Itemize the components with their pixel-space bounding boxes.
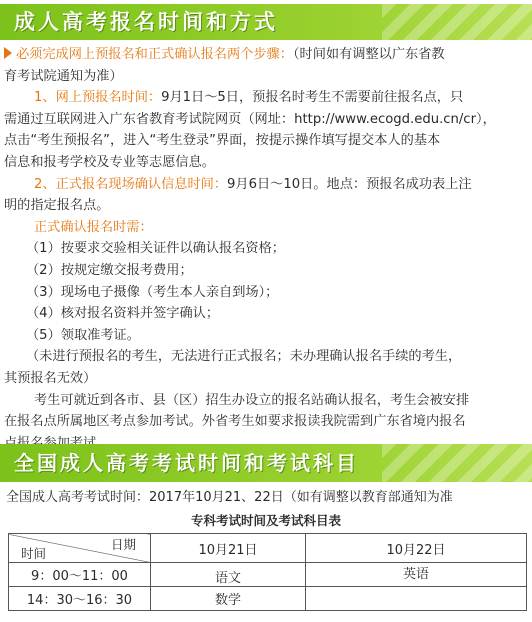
step1-text: 9月1日～5日，预报名时考生不需要前往报名点，只 <box>161 90 464 106</box>
banner-title: 全国成人高考考试时间和考试科目 <box>14 451 359 475</box>
time-cell: 14：30～16：30 <box>9 587 151 611</box>
step2-row <box>4 174 524 196</box>
table-header-row <box>9 534 527 563</box>
exam-time-line: 全国成人高考考试时间：2017年10月21、22日（如有调整以教育部通知为准 <box>6 490 453 505</box>
banner-stripe-decoration <box>382 4 532 40</box>
step1-heading: 1、网上预报名时间： <box>34 90 162 106</box>
header-time-label: 时间 <box>21 546 47 561</box>
step1-line4: 信息和报考学校及专业等志愿信息。 <box>4 154 215 170</box>
table-title: 专科考试时间及考试科目表 <box>190 513 341 528</box>
section-banner-exam <box>0 444 532 482</box>
note-line1: （未进行预报名的考生，无法进行正式报名；未办理确认报名手续的考生， <box>26 349 462 365</box>
intro-bold-text: 必须完成网上预报名和正式确认报名两个步骤： <box>16 47 293 62</box>
time-cell: 9：00～11：00 <box>9 563 151 587</box>
requirement-item: （5）领取准考证。 <box>26 327 140 343</box>
banner-stripe-decoration <box>382 444 532 482</box>
step1-line3: 点击“考生预报名”，进入“考生登录”界面，按提示操作填写提交本人的基本 <box>4 133 441 149</box>
table-row <box>9 587 527 611</box>
intro-row-2: 育考试院通知为准） <box>4 68 123 84</box>
subject-cell <box>306 587 527 611</box>
formal-requirements-heading: 正式确认报名时需： <box>34 219 153 235</box>
subject-cell: 数学 <box>151 587 306 611</box>
step2-line2: 明的指定报名点。 <box>4 198 110 214</box>
banner-title: 成人高考报名时间和方式 <box>14 10 278 34</box>
arrow-bullet-icon <box>4 47 12 59</box>
table-row <box>9 563 527 587</box>
local-line2: 在报名点所属地区考点参加考试。外省考生如要求报读我院需到广东省境内报名 <box>4 414 466 430</box>
intro-row <box>4 44 524 66</box>
step1-row <box>4 87 524 109</box>
step1-line2: 需通过互联网进入广东省教育考试院网页（网址：http://www.ecogd.edu.cn/cr）， <box>4 111 496 127</box>
step2-text: 9月6日～10日。地点：预报名成功表上注 <box>227 176 472 192</box>
step2-heading: 2、正式报名现场确认信息时间： <box>34 176 228 192</box>
local-line1: 考生可就近到各市、县（区）招生办设立的报名站确认报名，考生会被安排 <box>34 392 470 408</box>
subject-cell: 英语 <box>306 563 527 587</box>
subject-cell: 语文 <box>151 563 306 587</box>
intro-rest-text: （时间如有调整以广东省教 <box>292 47 445 62</box>
header-date-label: 日期 <box>110 537 136 552</box>
date-header-cell: 10月22日 <box>306 534 527 563</box>
requirement-item: （4）核对报名资料并签字确认； <box>26 306 220 322</box>
section-banner-registration <box>0 4 532 40</box>
exam-schedule-table <box>8 533 527 611</box>
date-header-cell: 10月21日 <box>151 534 306 563</box>
requirement-item: （2）按规定缴交报考费用； <box>26 262 193 278</box>
requirement-item: （3）现场电子摄像（考生本人亲自到场）； <box>26 284 279 300</box>
note-line2: 其预报名无效） <box>4 370 97 386</box>
registration-section <box>0 44 532 454</box>
diagonal-header-cell <box>9 534 151 563</box>
requirement-item: （1）按要求交验相关证件以确认报名资格； <box>26 241 285 257</box>
